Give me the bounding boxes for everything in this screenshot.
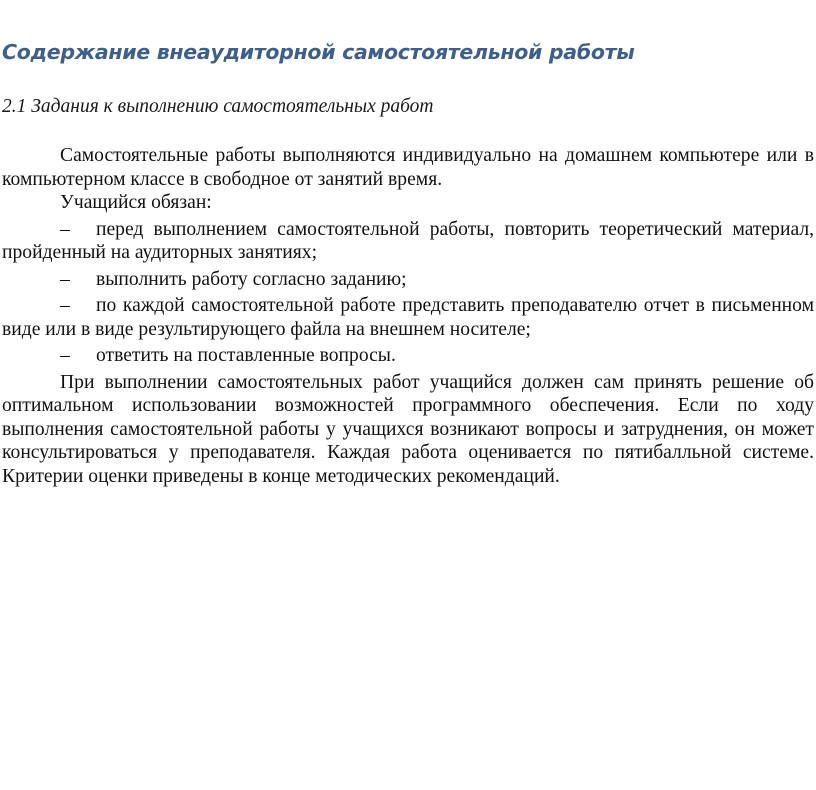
bullet-item <box>2 294 814 341</box>
document-title: Содержание внеаудиторной самостоятельной работы <box>2 40 635 64</box>
bullet-text: по каждой самостоятельной работе представить преподавателю отчет в письменном виде или в виде результирующего файла на внешнем носителе; <box>2 295 814 340</box>
bullet-item <box>2 268 814 292</box>
bullet-text: ответить на поставленные вопросы. <box>96 345 396 366</box>
intro-paragraph: Самостоятельные работы выполняются индивидуально на домашнем компьютере или в компьютерном классе в свободное от занятий время. <box>2 145 814 190</box>
section-subtitle: 2.1 Задания к выполнению самостоятельных работ <box>2 96 434 117</box>
dash-marker: – <box>60 218 70 240</box>
bullet-item <box>2 344 814 368</box>
closing-paragraph: При выполнении самостоятельных работ учащийся должен сам принять решение об оптимальном использовании возможностей программного обеспечения. Если по ходу выполнения самостоятельной работы у учащихся возникают вопросы и затруднения, он может консультироваться у преподавателя. Каждая работа оценивается по пятибалльной системе. Критерии оценки приведены в конце методических рекомендаций. <box>2 371 814 487</box>
document-body <box>2 144 814 488</box>
obligation-heading: Учащийся обязан: <box>60 192 212 213</box>
bullet-text: выполнить работу согласно заданию; <box>96 268 407 290</box>
dash-marker: – <box>60 345 70 366</box>
bullet-text: перед выполнением самостоятельной работы, повторить теоретический материал, пройденный на аудиторных занятиях; <box>2 218 814 263</box>
dash-marker: – <box>60 268 70 290</box>
bullet-item <box>2 218 814 265</box>
dash-marker: – <box>60 295 70 316</box>
